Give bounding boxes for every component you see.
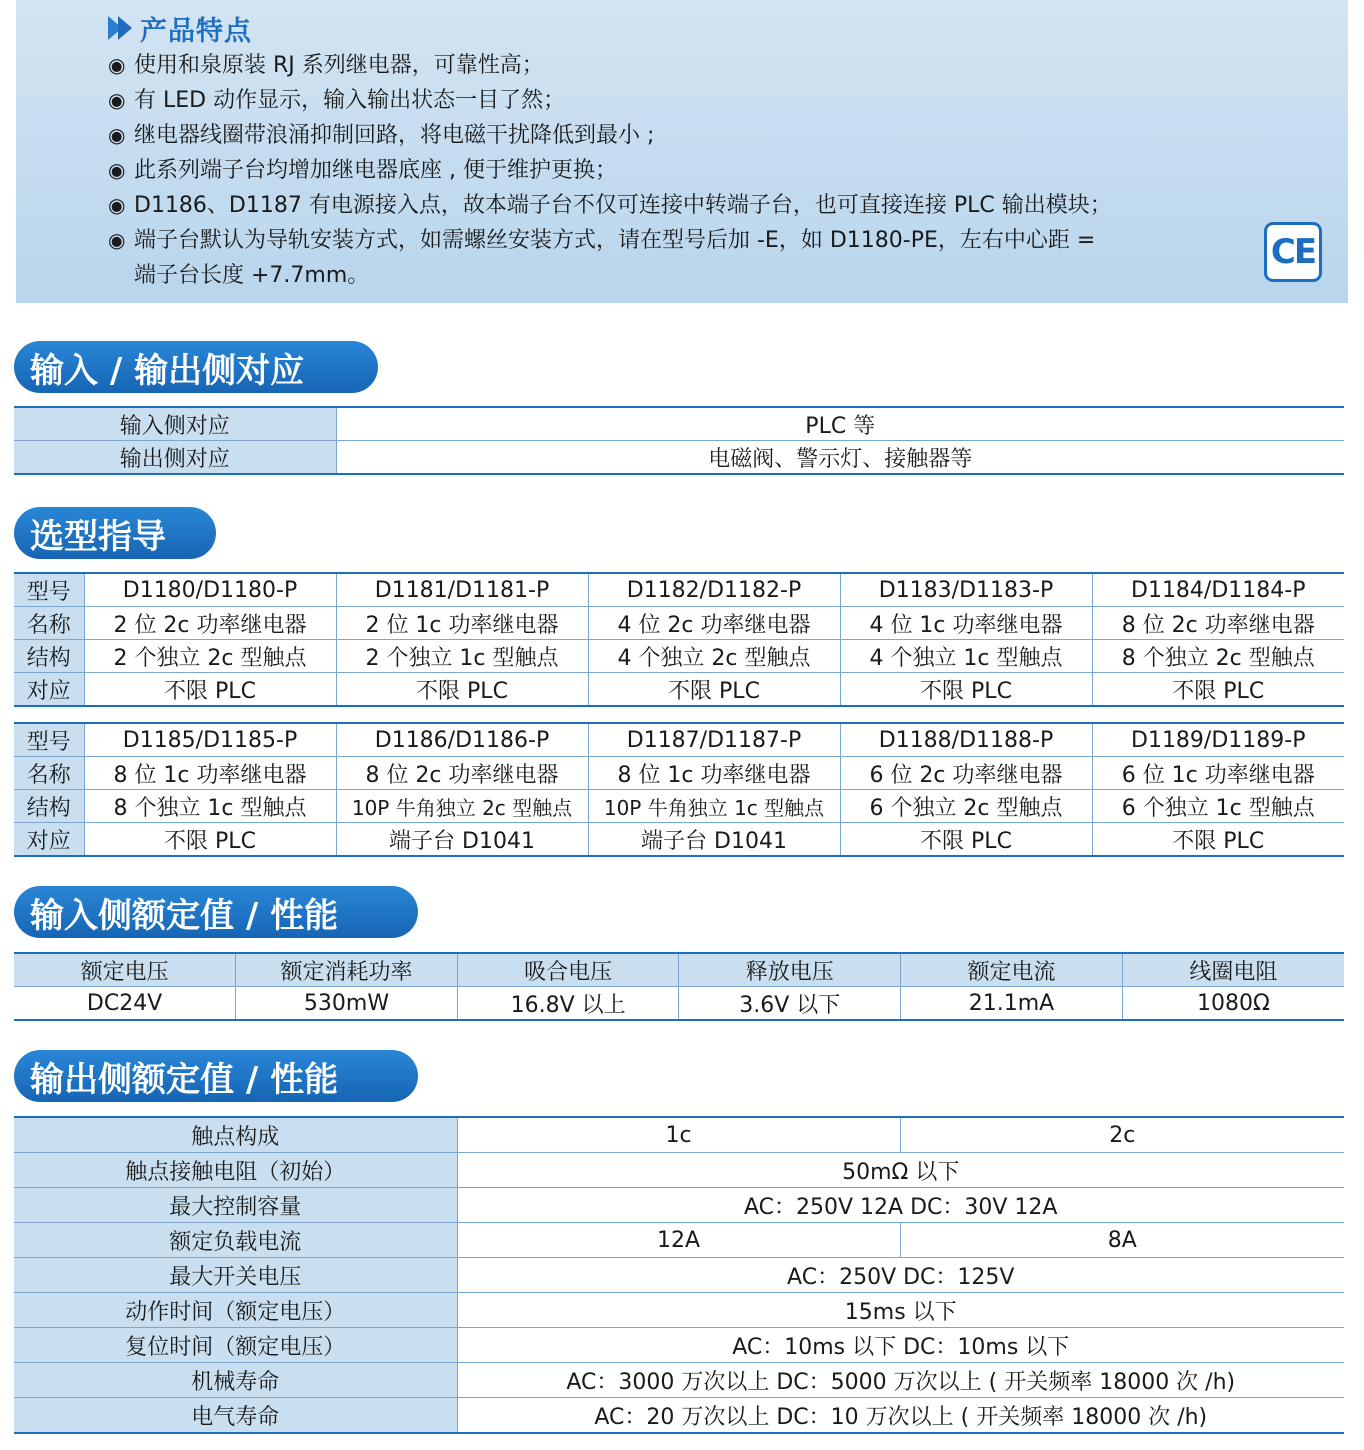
value-cell: 21.1mA [901, 987, 1123, 1021]
structure-cell: 8 个独立 1c 型触点 [84, 790, 336, 823]
compat-cell: 不限 PLC [84, 673, 336, 707]
model-cell: D1189/D1189-P [1092, 723, 1344, 757]
value-cell: 530mW [236, 987, 458, 1021]
table-row [14, 1117, 1344, 1153]
name-cell: 8 位 2c 功率继电器 [1092, 607, 1344, 640]
name-cell: 2 位 2c 功率继电器 [84, 607, 336, 640]
value-cell: DC24V [14, 987, 236, 1021]
model-cell: D1183/D1183-P [840, 573, 1092, 607]
value-cell: 2c [900, 1117, 1344, 1153]
model-cell: D1184/D1184-P [1092, 573, 1344, 607]
row-label: 最大控制容量 [14, 1188, 457, 1223]
output-rating-table [14, 1116, 1344, 1434]
compat-cell: 不限 PLC [840, 673, 1092, 707]
name-cell: 4 位 2c 功率继电器 [588, 607, 840, 640]
structure-cell: 4 个独立 2c 型触点 [588, 640, 840, 673]
bullet-icon: ◉ [108, 158, 126, 182]
compat-cell: 端子台 D1041 [336, 823, 588, 857]
row-label: 触点接触电阻（初始） [14, 1153, 457, 1188]
input-rating-heading: 输入侧额定值 / 性能 [14, 886, 418, 938]
input-rating-table [14, 952, 1344, 1021]
value-cell: 1080Ω [1122, 987, 1344, 1021]
table-header-row [14, 953, 1344, 987]
row-label: 电气寿命 [14, 1398, 457, 1434]
value-cell: 3.6V 以下 [679, 987, 901, 1021]
structure-cell: 10P 牛角独立 2c 型触点 [336, 790, 588, 823]
table-row [14, 1363, 1344, 1398]
bullet-icon: ◉ [108, 228, 126, 252]
name-cell: 8 位 1c 功率继电器 [84, 757, 336, 790]
feature-item: ◉ D1186、D1187 有电源接入点，故本端子台不仅可连接中转端子台，也可直接连接 PLC 输出模块； [108, 188, 1228, 223]
name-cell: 8 位 1c 功率继电器 [588, 757, 840, 790]
table-row [14, 1223, 1344, 1258]
value-cell: AC：250V DC：125V [457, 1258, 1344, 1293]
model-cell: D1181/D1181-P [336, 573, 588, 607]
ce-mark-icon: CE [1264, 222, 1322, 282]
column-header: 释放电压 [679, 953, 901, 987]
value-cell: AC：3000 万次以上 DC：5000 万次以上 ( 开关频率 18000 次 /h) [457, 1363, 1344, 1398]
table-row [14, 790, 1344, 823]
features-title: 产品特点 [140, 15, 252, 47]
compat-cell: 不限 PLC [1092, 673, 1344, 707]
table-row [14, 407, 1344, 441]
table-row [14, 573, 1344, 607]
features-list [108, 48, 1228, 293]
feature-item: ◉ 端子台默认为导轨安装方式，如需螺丝安装方式，请在型号后加 -E，如 D1180-PE，左右中心距 = [108, 223, 1228, 258]
compat-cell: 不限 PLC [1092, 823, 1344, 857]
bullet-icon: ◉ [108, 88, 126, 112]
compat-cell: 不限 PLC [336, 673, 588, 707]
column-header: 吸合电压 [457, 953, 679, 987]
row-label: 名称 [14, 757, 84, 790]
table-row [14, 673, 1344, 707]
row-label: 结构 [14, 640, 84, 673]
model-cell: D1188/D1188-P [840, 723, 1092, 757]
io-label: 输出侧对应 [14, 441, 336, 475]
io-label: 输入侧对应 [14, 407, 336, 441]
features-box [16, 0, 1348, 303]
value-cell: 12A [457, 1223, 900, 1258]
model-cell: D1182/D1182-P [588, 573, 840, 607]
row-label: 动作时间（额定电压） [14, 1293, 457, 1328]
table-row [14, 723, 1344, 757]
io-value: 电磁阀、警示灯、接触器等 [336, 441, 1344, 475]
value-cell: AC：10ms 以下 DC：10ms 以下 [457, 1328, 1344, 1363]
bullet-icon: ◉ [108, 193, 126, 217]
selection-table-1 [14, 572, 1344, 707]
features-header [108, 10, 252, 46]
table-row [14, 1188, 1344, 1223]
name-cell: 2 位 1c 功率继电器 [336, 607, 588, 640]
table-row [14, 823, 1344, 857]
name-cell: 6 位 1c 功率继电器 [1092, 757, 1344, 790]
structure-cell: 2 个独立 2c 型触点 [84, 640, 336, 673]
column-header: 线圈电阻 [1122, 953, 1344, 987]
row-label: 触点构成 [14, 1117, 457, 1153]
io-table [14, 406, 1344, 475]
table-row [14, 987, 1344, 1021]
row-label: 额定负载电流 [14, 1223, 457, 1258]
double-arrow-icon [108, 16, 132, 40]
column-header: 额定电压 [14, 953, 236, 987]
table-row [14, 640, 1344, 673]
structure-cell: 6 个独立 2c 型触点 [840, 790, 1092, 823]
value-cell: 15ms 以下 [457, 1293, 1344, 1328]
name-cell: 4 位 1c 功率继电器 [840, 607, 1092, 640]
name-cell: 8 位 2c 功率继电器 [336, 757, 588, 790]
row-label: 结构 [14, 790, 84, 823]
row-label: 最大开关电压 [14, 1258, 457, 1293]
feature-item: ◉ 此系列端子台均增加继电器底座 , 便于维护更换； [108, 153, 1228, 188]
feature-item: ◉ 继电器线圈带浪涌抑制回路，将电磁干扰降低到最小 ; [108, 118, 1228, 153]
column-header: 额定电流 [901, 953, 1123, 987]
value-cell: 1c [457, 1117, 900, 1153]
structure-cell: 2 个独立 1c 型触点 [336, 640, 588, 673]
feature-item-continued: 端子台长度 +7.7mm。 [134, 263, 370, 288]
table-row [14, 607, 1344, 640]
structure-cell: 8 个独立 2c 型触点 [1092, 640, 1344, 673]
value-cell: 16.8V 以上 [457, 987, 679, 1021]
table-row [14, 1258, 1344, 1293]
bullet-icon: ◉ [108, 53, 126, 77]
model-cell: D1187/D1187-P [588, 723, 840, 757]
column-header: 额定消耗功率 [236, 953, 458, 987]
structure-cell: 6 个独立 1c 型触点 [1092, 790, 1344, 823]
row-label: 机械寿命 [14, 1363, 457, 1398]
value-cell: AC：20 万次以上 DC：10 万次以上 ( 开关频率 18000 次 /h) [457, 1398, 1344, 1434]
selection-table-2 [14, 722, 1344, 857]
name-cell: 6 位 2c 功率继电器 [840, 757, 1092, 790]
table-row [14, 1153, 1344, 1188]
model-cell: D1186/D1186-P [336, 723, 588, 757]
row-label: 型号 [14, 723, 84, 757]
bullet-icon: ◉ [108, 123, 126, 147]
model-cell: D1180/D1180-P [84, 573, 336, 607]
row-label: 对应 [14, 673, 84, 707]
feature-item: ◉ 使用和泉原装 RJ 系列继电器，可靠性高； [108, 48, 1228, 83]
selection-heading: 选型指导 [14, 507, 216, 559]
row-label: 对应 [14, 823, 84, 857]
io-value: PLC 等 [336, 407, 1344, 441]
compat-cell: 端子台 D1041 [588, 823, 840, 857]
table-row [14, 1293, 1344, 1328]
table-row [14, 1398, 1344, 1434]
compat-cell: 不限 PLC [84, 823, 336, 857]
row-label: 型号 [14, 573, 84, 607]
output-rating-heading: 输出侧额定值 / 性能 [14, 1050, 418, 1102]
model-cell: D1185/D1185-P [84, 723, 336, 757]
table-row [14, 757, 1344, 790]
structure-cell: 4 个独立 1c 型触点 [840, 640, 1092, 673]
row-label: 名称 [14, 607, 84, 640]
compat-cell: 不限 PLC [840, 823, 1092, 857]
compat-cell: 不限 PLC [588, 673, 840, 707]
table-row [14, 1328, 1344, 1363]
row-label: 复位时间（额定电压） [14, 1328, 457, 1363]
value-cell: 50mΩ 以下 [457, 1153, 1344, 1188]
value-cell: 8A [900, 1223, 1344, 1258]
io-heading: 输入 / 输出侧对应 [14, 341, 378, 393]
value-cell: AC：250V 12A DC：30V 12A [457, 1188, 1344, 1223]
table-row [14, 441, 1344, 475]
feature-item: ◉ 有 LED 动作显示，输入输出状态一目了然； [108, 83, 1228, 118]
structure-cell: 10P 牛角独立 1c 型触点 [588, 790, 840, 823]
